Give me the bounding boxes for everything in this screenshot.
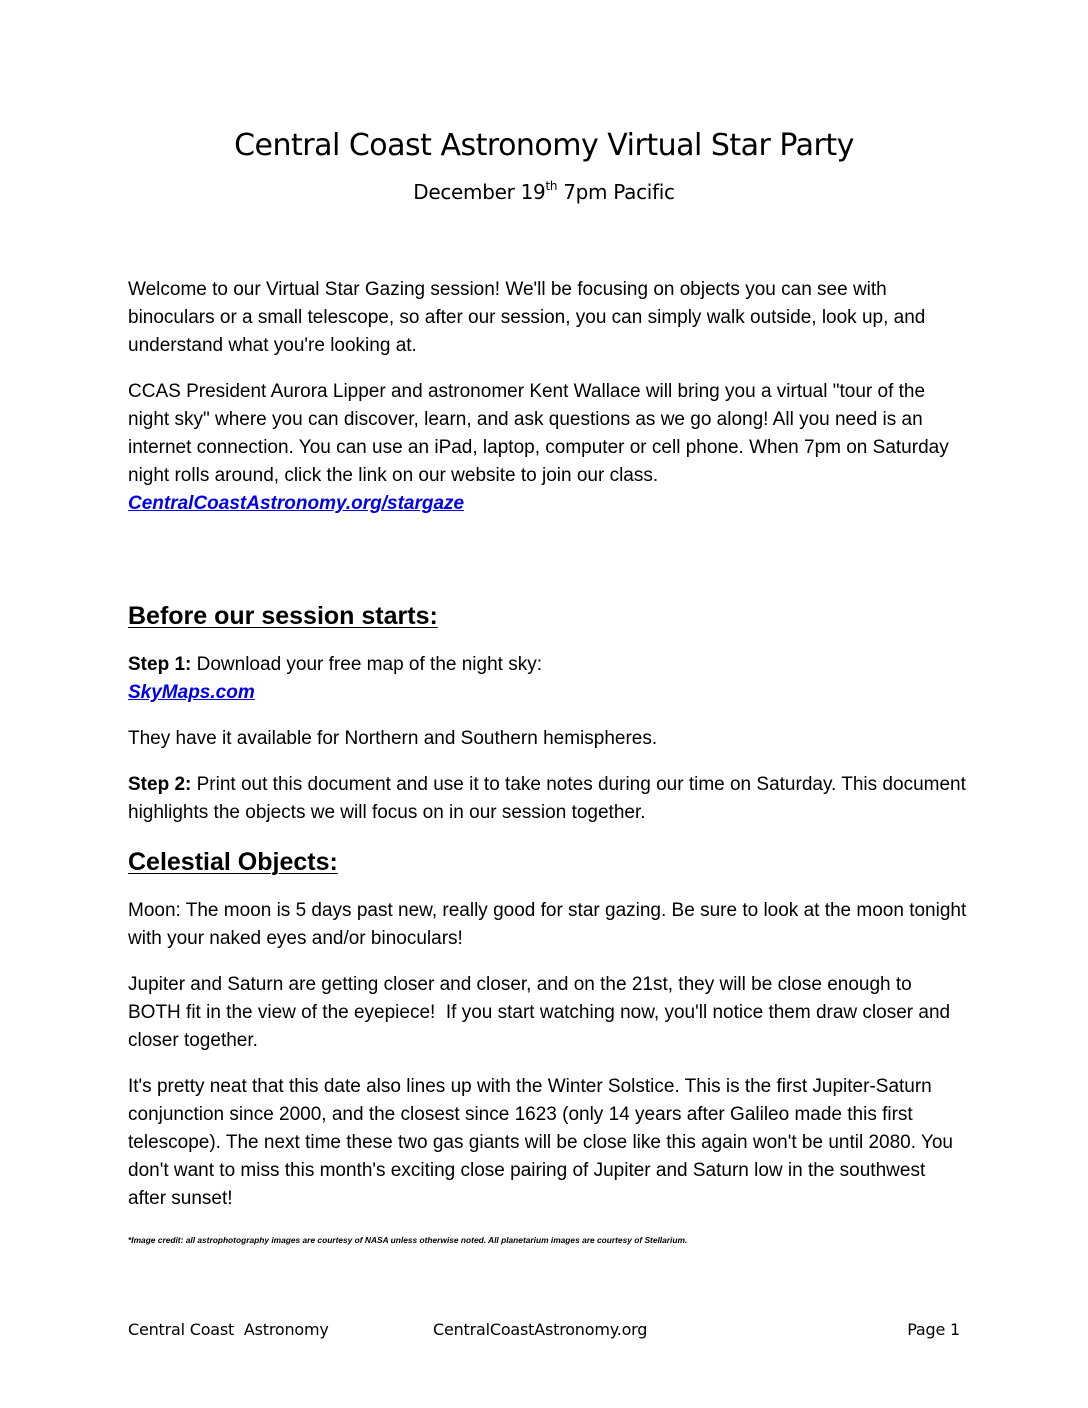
footer-page-number: Page 1 xyxy=(907,1320,960,1339)
image-credit: *Image credit: all astrophotography images are courtesy of NASA unless otherwise noted. All planetarium images are courtesy of Stellarium. xyxy=(128,1235,688,1245)
moon-paragraph: Moon: The moon is 5 days past new, really good for star gazing. Be sure to look at the moon tonight with your naked eyes and/or binoculars! xyxy=(128,900,967,949)
skymaps-link[interactable]: SkyMaps.com xyxy=(128,682,255,703)
intro-details-paragraph xyxy=(128,378,968,518)
event-date-day: December 19 xyxy=(413,180,546,204)
intro-paragraph: Welcome to our Virtual Star Gazing session! We'll be focusing on objects you can see with binoculars or a small telescope, so after our session, you can simply walk outside, look up, and understand what you're looking at. xyxy=(128,279,926,356)
step-1-text: Download your free map of the night sky: xyxy=(191,654,542,675)
step-1-label: Step 1: xyxy=(128,654,192,675)
celestial-objects-heading: Celestial Objects: xyxy=(128,848,338,876)
step-2 xyxy=(128,771,972,827)
document-body xyxy=(128,276,972,1213)
jupiter-saturn-paragraph: Jupiter and Saturn are getting closer and closer, and on the 21st, they will be close enough to BOTH fit in the view of the eyepiece! If you start watching now, you'll notice them draw closer and closer together. xyxy=(128,974,956,1051)
event-date-ordinal: th xyxy=(545,179,558,193)
solstice-paragraph: It's pretty neat that this date also lines up with the Winter Solstice. This is the first Jupiter-Saturn conjunction since 2000, and the closest since 1623 (only 14 years after Galileo made this first telescope). The next time these two gas giants will be close like this again won't be until 2080. You don't want to miss this month's exciting close pairing of Jupiter and Saturn low in the southwest after sunset! xyxy=(128,1076,953,1209)
step-2-label: Step 2: xyxy=(128,774,192,795)
footer-org-name: Central Coast Astronomy xyxy=(128,1320,329,1339)
event-date xyxy=(0,180,1088,204)
before-session-heading: Before our session starts: xyxy=(128,602,438,630)
event-date-time: 7pm Pacific xyxy=(557,180,675,204)
hemispheres-note: They have it available for Northern and Southern hemispheres. xyxy=(128,728,658,749)
intro-details-text: CCAS President Aurora Lipper and astronomer Kent Wallace will bring you a virtual "tour of the night sky" where you can discover, learn, and ask questions as we go along! All you need is an internet connection. You can use an iPad, laptop, computer or cell phone. When 7pm on Saturday night rolls around, click the link on our website to join our class. xyxy=(128,381,954,486)
document-title: Central Coast Astronomy Virtual Star Party xyxy=(234,128,854,163)
footer-website: CentralCoastAstronomy.org xyxy=(433,1320,648,1339)
stargaze-link[interactable]: CentralCoastAstronomy.org/stargaze xyxy=(128,493,465,514)
step-1 xyxy=(128,651,968,707)
step-2-text: Print out this document and use it to take notes during our time on Saturday. This document highlights the objects we will focus on in our session together. xyxy=(128,774,972,823)
